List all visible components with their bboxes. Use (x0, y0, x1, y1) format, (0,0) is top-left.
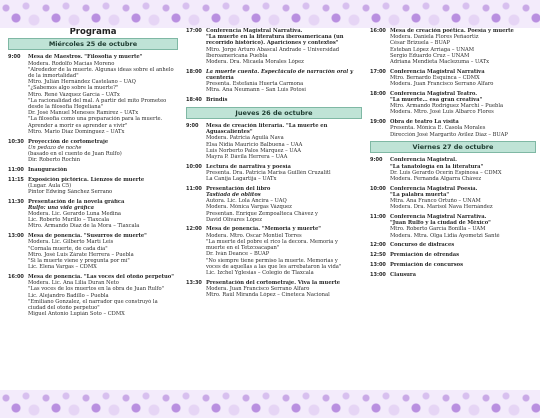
entry-line: Modera. Juan Francisco Serrano Alfaro (390, 81, 494, 88)
entry-line: Autora. Lic. Lola Ancira – UAQ (206, 198, 287, 205)
entry-time: 17:00 (186, 28, 202, 34)
schedule-entry (370, 214, 536, 239)
entry-line: "La muerte en la literatura iberoamericana (un (206, 34, 344, 41)
entry-line: Sergio Eduardo Cruz – UNAM (390, 52, 470, 59)
day-header-thursday: Jueves 26 de octubre (186, 107, 362, 119)
entry-line: Iberoamericana Puebla (206, 52, 268, 59)
entry-line: Presentan. Enrique Zempoaltecа Chávez y (206, 210, 318, 217)
entry-line: Modera. Fernanda Algarra Chávez (390, 176, 482, 183)
floral-border-bottom (0, 390, 540, 418)
entry-body (28, 139, 178, 164)
entry-line: de la inmortalidad" (28, 73, 79, 80)
entry-line: "Alrededor de la muerte. Algunas ideas sobre el anhelo (28, 66, 174, 73)
schedule-entry (370, 157, 536, 182)
entry-line: Modera. Lic. Ana Lilia Duran Neto (28, 280, 119, 287)
entry-time: 9:00 (186, 122, 199, 129)
schedule-entry (8, 54, 178, 135)
entry-line: Mtra. Ana Neumann – San Luis Potosí (206, 87, 306, 94)
entry-body (206, 123, 362, 160)
entry-line: Modera. Lic. Gerardo Luna Medina (28, 211, 122, 218)
entry-line: Mesa de creación poética. Poesía y muerte (390, 28, 514, 34)
entry-time: 18:00 (370, 90, 386, 97)
entry-line: Mtro. Mario Díaz Domínguez – UATx (28, 128, 125, 135)
entry-time: 16:00 (8, 273, 24, 280)
day-header-friday: Viernes 27 de octubre (370, 141, 536, 153)
entry-time: 13:30 (186, 279, 202, 286)
schedule-entry (186, 97, 362, 103)
column-2 (186, 28, 362, 390)
entry-line: Modera. Lic. Gilberto Martí Leis (28, 239, 114, 246)
entry-body (28, 233, 178, 270)
entry-body (390, 69, 536, 88)
entry-line: Modera. Juan Francisco Serrano Alfaro (206, 285, 310, 292)
schedule-entry (8, 139, 178, 164)
entry-line: "No siempre tiene permiso la muerte. Memorias y (206, 257, 338, 264)
floral-border-top (0, 0, 540, 28)
entry-body (390, 157, 536, 182)
entry-time: 11:00 (186, 185, 202, 192)
entry-line: Mesa de ponencia. "Susurros de muerte" (28, 233, 147, 240)
entry-line: Conferencia Magistral. (390, 157, 457, 164)
entry-line: Modera. Mtro. José Luis Albarco Flores (390, 109, 494, 116)
entry-line: Mtro. José Luis Zárate Herrera – Puebla (28, 251, 134, 258)
entry-line: Lic. Izchel Yglesias – Colegio de Tlaxcala (206, 269, 314, 276)
entry-line: desde la filosofía Hegeliana" (28, 104, 104, 111)
entry-time: 9:00 (8, 54, 21, 61)
entry-line: Mtro. Armando Rodríguez Marchi – Puebla (390, 103, 504, 110)
entry-line: Un pedazo de noche (28, 144, 82, 151)
schedule-entry (8, 274, 178, 317)
entry-line: César Brizuela – BUAP (390, 40, 450, 47)
schedule-entry (8, 167, 178, 173)
entry-body (390, 214, 536, 239)
entry-time: 13:00 (8, 233, 24, 240)
entry-line: Mtro. Armando Díaz de la Mora – Tlaxcala (28, 223, 140, 230)
entry-line: Lic. Alejandro Badillo – Puebla (28, 292, 109, 299)
entry-line: Dirección José Margarito Avilez Díaz – BUAP (390, 131, 508, 138)
entry-line: Aguascalientes" (206, 129, 253, 136)
entry-line: (basado en el cuento de Juan Rulfo) (28, 150, 122, 157)
entry-line: Tastiada de oblitos (206, 191, 261, 198)
entry-line: Miguel Antonio Lupián Soto – CDMX (28, 311, 125, 318)
entry-line: Mtra. Ana Franco Ortuño – UNAM (390, 198, 481, 205)
entry-body (28, 177, 178, 196)
day-header-wednesday: Miércoles 25 de octubre (8, 38, 178, 50)
entry-body (206, 97, 362, 103)
entry-time: 11:00 (8, 166, 24, 173)
schedule-entry (186, 28, 362, 65)
schedule-entry (370, 242, 536, 248)
schedule-entry (370, 91, 536, 116)
entry-line: Mesa de Maestros. "Filosofía y muerte" (28, 54, 143, 61)
entry-line: Adriana Mendieta Maclezuma – UATx (390, 59, 490, 66)
entry-line: Pintor Edwing Sánchez Serrano (28, 188, 113, 195)
entry-line: Luis Norberto Palos Márquez – UAA (206, 147, 302, 154)
entry-line: muerte en el Tetzcoacapan" (206, 245, 280, 252)
entry-line: Dr. José Manuel Meneses Ramírez – UATx (28, 110, 139, 117)
schedule-entry (370, 262, 536, 268)
entry-line: Dir. Roberto Rochín (28, 157, 81, 164)
entry-line: Mtro. René Vázquez García – UATx (28, 91, 120, 98)
entry-line: Mtro. Julián Hernández Castelano – UAQ (28, 79, 136, 86)
entry-line: Presentación del libro (206, 185, 271, 192)
schedule-entry (186, 164, 362, 183)
schedule-entry (370, 186, 536, 211)
entry-time: 11:30 (8, 198, 24, 205)
entry-line: Mtro. Roberto García Bonilla – UAM (390, 226, 486, 233)
entry-time: 10:30 (8, 138, 24, 145)
entry-line: Modera. Mtro. Oscar Montiel Torres (206, 232, 302, 239)
entry-line: Modera. Dra. Micaela Morales López (206, 59, 304, 66)
entry-time: 19:00 (370, 119, 386, 126)
entry-line: Premiación de ofrendas (390, 252, 460, 259)
entry-line: Clausura (390, 271, 417, 278)
entry-body (28, 167, 178, 173)
schedule-entry (370, 272, 536, 278)
entry-line: Mesa de ponencia. "Memoria y muerte" (206, 226, 321, 233)
entry-line: "Emiliano Gonzalez, el narrador que construyó la (28, 298, 158, 305)
entry-line: (Lugar. Aula C5) (28, 182, 72, 189)
entry-line: David Olivares López (206, 216, 262, 223)
entry-line: Concurso de disfraces (390, 242, 455, 249)
entry-line: ciudad del otoño perpetuo" (28, 304, 100, 311)
entry-line: Elsa Nidia Mauricio Balbuena – UAA (206, 141, 303, 148)
entry-time: 16:00 (370, 28, 386, 34)
entry-line: Conferencia Magistral Narrativa (390, 68, 485, 75)
entry-line: La Canija Lagartija – UATx (206, 176, 277, 183)
entry-line: Presenta. Mónica E. Casola Morales (390, 125, 486, 132)
entry-line: Mayra P. Dávila Herrera – UAA (206, 153, 288, 160)
entry-line: Premiación de concursos (390, 261, 464, 268)
column-1 (8, 28, 178, 390)
entry-time: 18:40 (186, 97, 202, 104)
entry-body (390, 252, 536, 258)
schedule-entry (8, 177, 178, 196)
entry-line: Esteban López Arriaga – UNAM (390, 46, 475, 53)
entry-time: 12:00 (186, 226, 202, 233)
entry-body (206, 186, 362, 223)
program-title: Programa (69, 28, 117, 37)
entry-line: Lic. Elena Vargas – CDMX (28, 264, 97, 271)
entry-body (206, 280, 362, 299)
entry-line: "La racionalidad del mal. A partir del mito Prometeo (28, 97, 167, 104)
entry-line: Modera. Daniela Flores Peñaortiz (390, 34, 479, 41)
entries-friday (370, 157, 536, 277)
entry-time: 18:00 (186, 68, 202, 75)
entry-line: cuentería (206, 74, 234, 81)
entry-time: 9:00 (370, 157, 383, 164)
entry-time: 13:00 (370, 261, 386, 268)
schedule-entry (370, 119, 536, 138)
entry-line: Dr. Luis Gerardo Ocerín Espinosa – CDMX (390, 169, 502, 176)
entry-line: La muerte cuenta. Espectáculo de narración oral y (206, 68, 354, 75)
entry-time: 10:00 (186, 163, 202, 170)
entry-line: Lectura de narrativa y poesía (206, 163, 291, 170)
schedule-entry (8, 233, 178, 270)
entry-line: Inauguración (28, 166, 68, 173)
schedule-entry (186, 226, 362, 276)
entry-line: voces de aquellas a las que les arrebataron la vida" (206, 263, 342, 270)
entry-line: Conferencia Magistral Teatro. (390, 90, 478, 97)
entry-body (206, 164, 362, 183)
entry-body (390, 91, 536, 116)
entry-line: Conferencia Magistral Narrativa. (390, 214, 487, 221)
entry-time: 12:50 (370, 252, 386, 259)
entry-time: 11:00 (370, 214, 386, 221)
entry-line: Mtro. Raúl Miranda López – Cineteca Nacional (206, 292, 330, 299)
entry-line: Presenta. Estefanía Huerta Carmona (206, 81, 304, 88)
schedule-entry (186, 69, 362, 94)
entry-line: Modera. Patricia Aguilá Nava (206, 135, 284, 142)
entry-line: Conferencia Magistral Poesía. (390, 185, 478, 192)
entry-body (28, 199, 178, 230)
entry-body (390, 186, 536, 211)
entries-wednesday-evening (186, 28, 362, 103)
entry-body (206, 28, 362, 65)
entry-line: Rulfo: una vida gráfica (28, 204, 94, 211)
entry-body (206, 226, 362, 276)
entry-line: "Juan Rulfo y la ciudad de México" (390, 220, 491, 227)
entry-line: Presenta. Dra. Patricia Marisa Guillén Cruzalitl (206, 169, 331, 176)
entry-body (390, 272, 536, 278)
entry-body (206, 69, 362, 94)
entry-line: Proyección de cortometraje (28, 138, 109, 145)
schedule-entry (370, 28, 536, 65)
schedule-entry (8, 199, 178, 230)
entry-line: "La palabra muerta" (390, 191, 450, 198)
entry-time: 17:00 (370, 68, 386, 75)
entry-line: Modera. Mónica Vargas Vázquez (206, 204, 292, 211)
entry-line: Dr. Iván Deance – BUAP (206, 251, 270, 258)
entry-line: Presentación del cortometraje. Viva la muerte (206, 279, 341, 286)
entry-line: Aprender a morir es aprender a vivir" (28, 122, 128, 129)
entry-line: "Cornala muerte, de cada día" (28, 245, 108, 252)
entry-line: Obra de teatro La visita (390, 119, 459, 126)
entry-line: recorrido histórico). Apariciones y contextos" (206, 40, 339, 47)
entry-line: "La muerte… esa gran creativa" (390, 97, 483, 104)
entry-line: "La muerte del pobre el rico la decora. Memoria y (206, 238, 338, 245)
entry-body (390, 28, 536, 65)
entry-line: "Si la muerte viene y pregunta por mí" (28, 258, 130, 264)
entry-line: Modera. Rodolfo Macías Moreno (28, 60, 115, 67)
schedule-entry (186, 186, 362, 223)
column-3 (370, 28, 536, 390)
entry-line: "¿Sabemos algo sobre la muerte?" (28, 85, 119, 92)
entry-body (28, 54, 178, 135)
entry-line: "La filosofía como una preparación para la muerte. (28, 116, 163, 123)
entries-wednesday (8, 54, 178, 317)
entry-line: Modera. Dra. Marisol Nava Hernández (390, 204, 493, 211)
schedule-entry (186, 280, 362, 299)
entry-line: Mtro. Jorge Arturo Abascal Andrade – Universidad (206, 46, 340, 53)
entry-body (390, 242, 536, 248)
entry-line: Lic. Roberto Murillo – Tlaxcala (28, 217, 110, 224)
entry-body (390, 119, 536, 138)
entry-line: Brindis (206, 97, 228, 104)
entry-time: 11:15 (8, 176, 24, 183)
entry-line: "Las voces de los muertos en la obra de Juan Rulfo" (28, 286, 165, 293)
entry-body (28, 274, 178, 317)
entry-time: 13:00 (370, 271, 386, 278)
entry-line: Presentación de la novela gráfica (28, 198, 125, 205)
entry-body (390, 262, 536, 268)
entry-line: Mtro. Bernardo Esquinca – CDMX (390, 74, 480, 81)
entries-thursday-evening (370, 28, 536, 138)
schedule-entry (370, 252, 536, 258)
entry-line: Exposición pictórica. Lienzos de muerte (28, 176, 145, 183)
entry-time: 12:00 (370, 242, 386, 249)
entry-time: 10:00 (370, 185, 386, 192)
schedule-entry (186, 123, 362, 160)
entry-line: Mesa de ponencia. "Las voces del otoño perpetuo" (28, 273, 174, 280)
entries-thursday (186, 123, 362, 298)
entry-line: Mesa de creación literaria. "La muerte en (206, 122, 328, 129)
entry-line: Conferencia Magistral Narrativa. (206, 28, 303, 34)
schedule-entry (370, 69, 536, 88)
entry-line: "La tanatología en la literatura" (390, 163, 484, 170)
entry-line: Modera. Mtra. Olga Lidia Ayometzi Santé (390, 232, 500, 239)
